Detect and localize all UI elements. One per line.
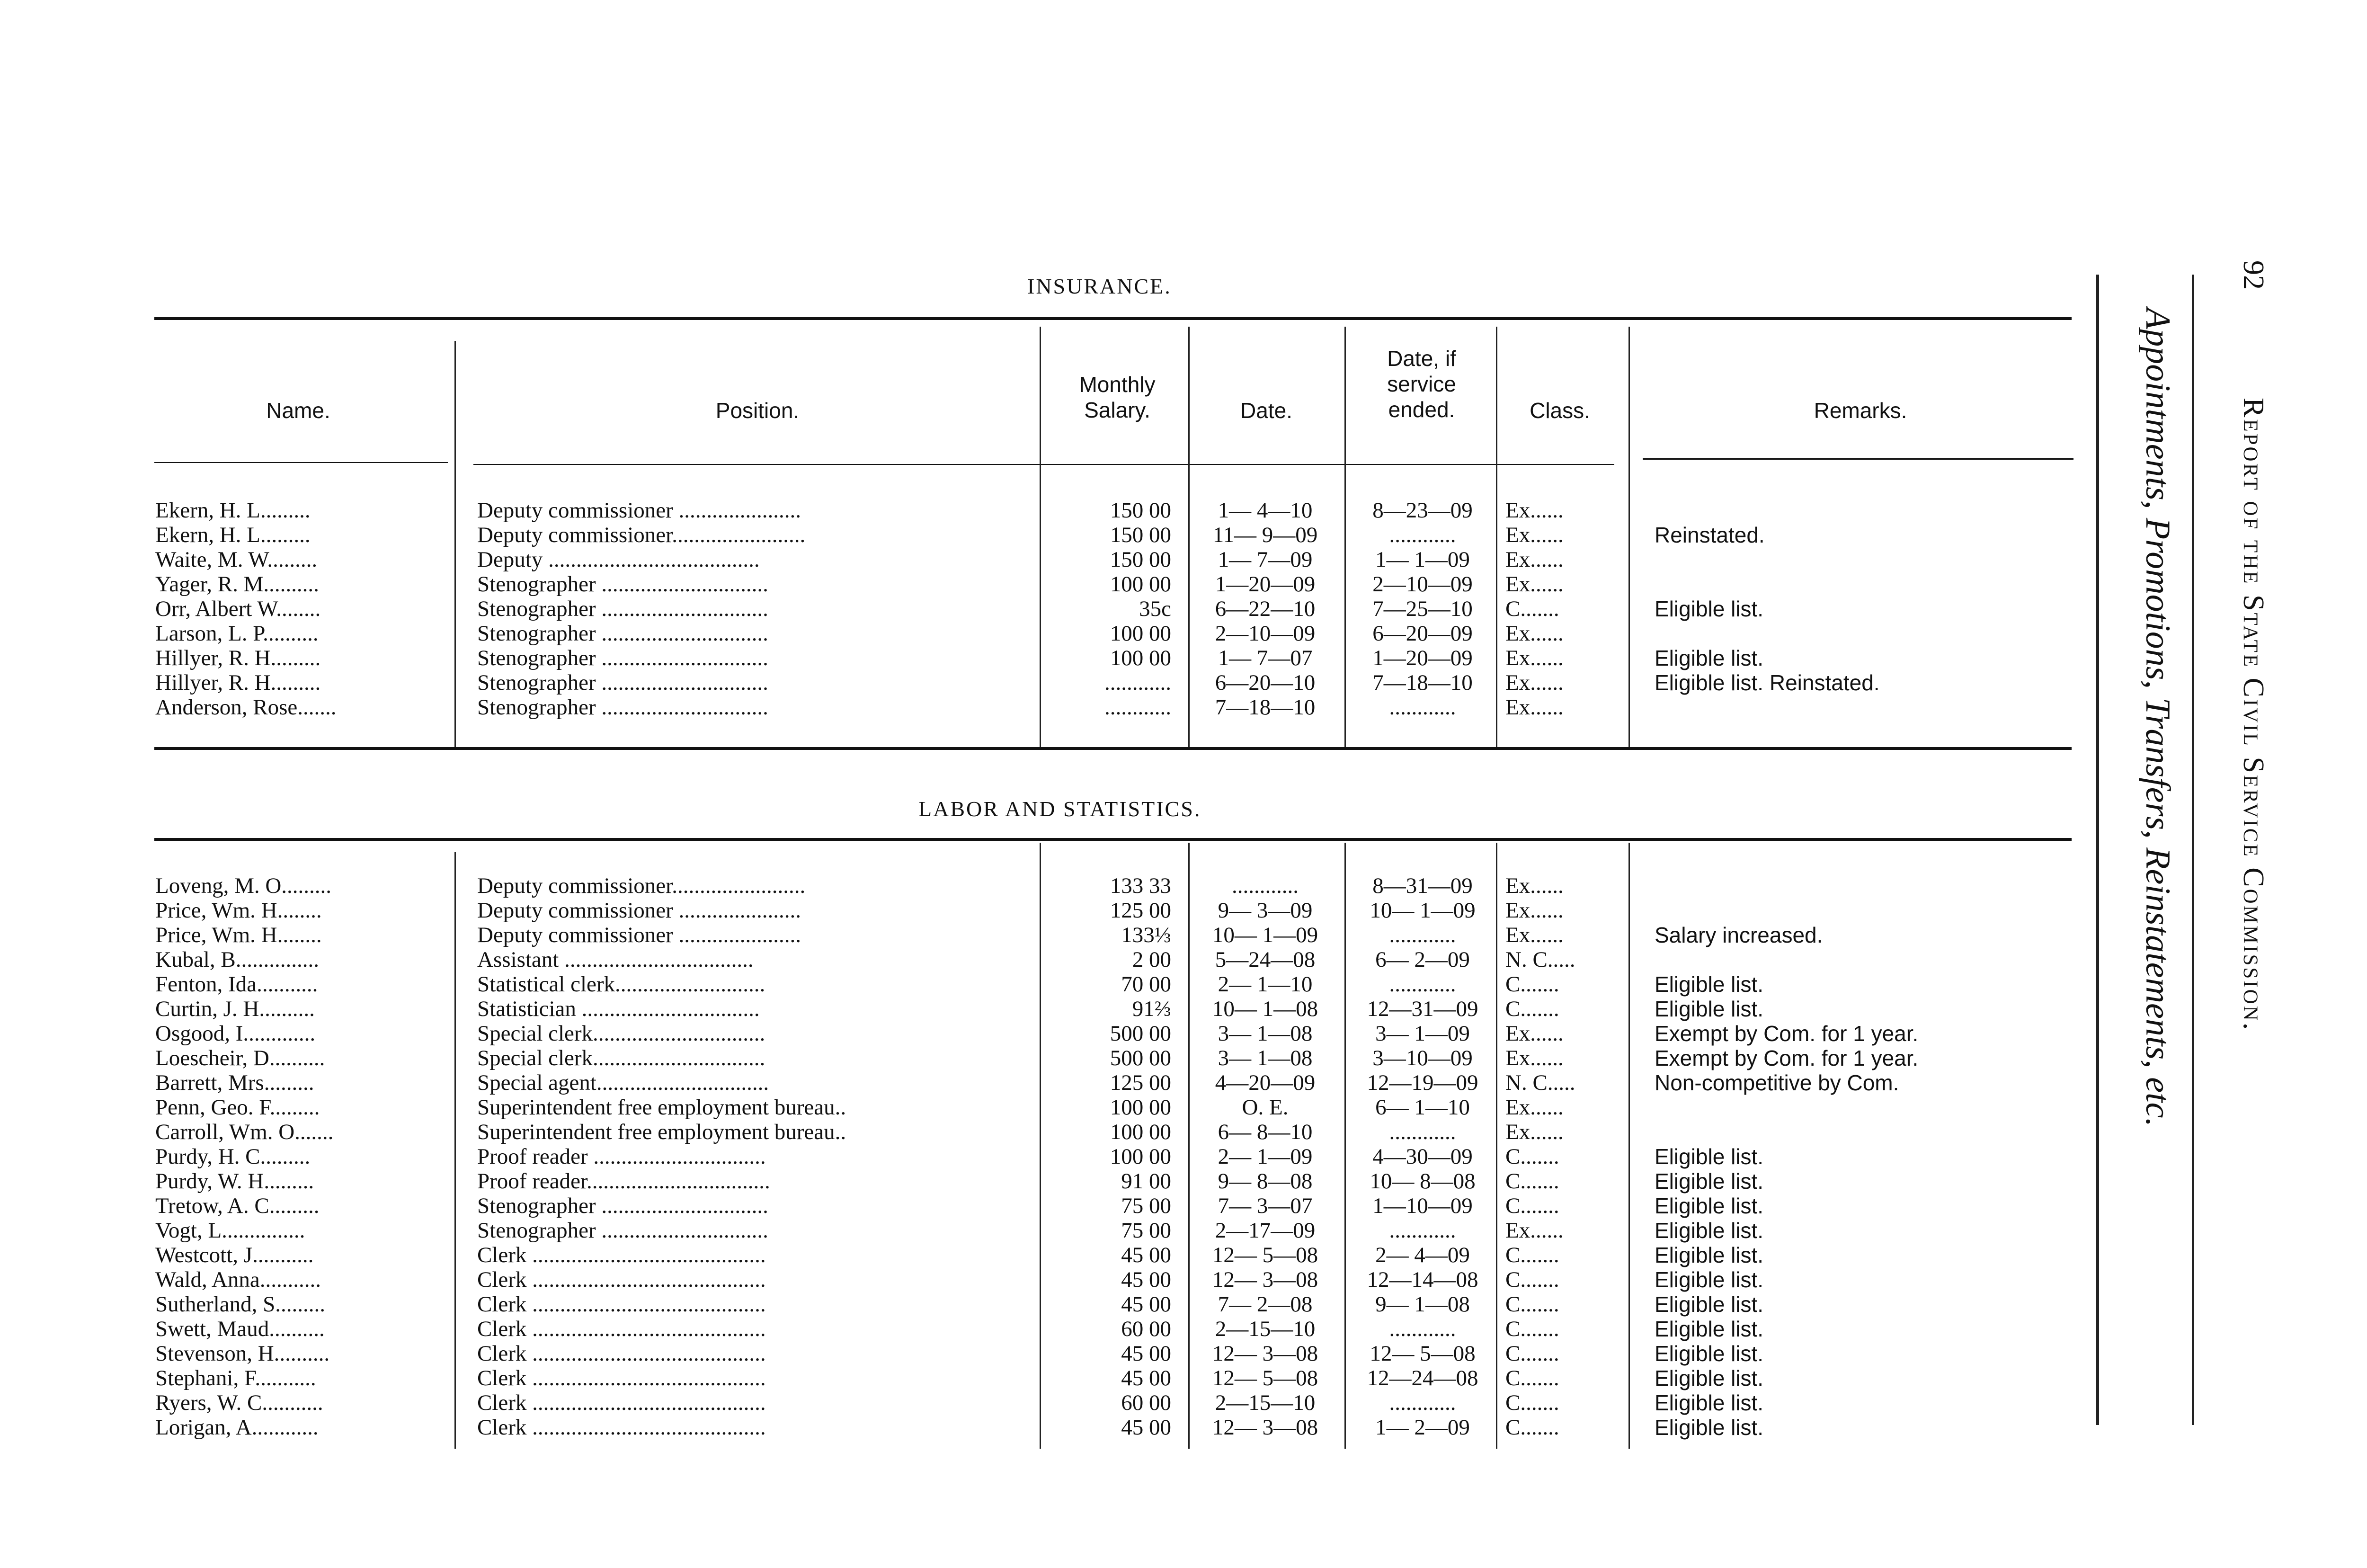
remarks-cell: Eligible list. Reinstated. xyxy=(1655,670,1880,695)
position-cell: Assistant .................................. xyxy=(477,947,754,972)
date-ended-cell: 1— 2—09 xyxy=(1375,1415,1470,1440)
name-cell: Ryers, W. C........... xyxy=(155,1390,323,1415)
salary-cell: 133⅓ xyxy=(1121,923,1171,947)
date-ended-cell: 1—20—09 xyxy=(1372,646,1473,670)
position-cell: Stenographer .............................. xyxy=(477,572,768,597)
table-row xyxy=(0,547,2367,572)
date-cell: 12— 3—08 xyxy=(1212,1341,1318,1366)
table-row xyxy=(0,670,2367,695)
table-row xyxy=(0,1390,2367,1415)
class-cell: C....... xyxy=(1505,1317,1559,1341)
remarks-cell: Eligible list. xyxy=(1655,646,1764,670)
table-row xyxy=(0,1194,2367,1218)
date-ended-cell: 2—10—09 xyxy=(1372,572,1473,597)
date-cell: 12— 3—08 xyxy=(1212,1267,1318,1292)
class-cell: C....... xyxy=(1505,1341,1559,1366)
salary-cell: 35c xyxy=(1139,597,1171,621)
table-row xyxy=(0,498,2367,523)
name-cell: Loescheir, D.......... xyxy=(155,1046,325,1070)
table-row xyxy=(0,1095,2367,1120)
header-remarks: Remarks. xyxy=(1814,398,1907,423)
name-cell: Swett, Maud.......... xyxy=(155,1317,325,1341)
date-ended-cell: 12— 5—08 xyxy=(1370,1341,1476,1366)
remarks-cell: Eligible list. xyxy=(1655,1390,1764,1415)
name-cell: Hillyer, R. H......... xyxy=(155,670,321,695)
salary-cell: 150 00 xyxy=(1110,498,1171,523)
date-ended-cell: ............ xyxy=(1389,1218,1456,1243)
table-row xyxy=(0,947,2367,972)
salary-cell: 133 33 xyxy=(1110,873,1171,898)
remarks-cell: Eligible list. xyxy=(1655,1317,1764,1341)
table-row xyxy=(0,695,2367,720)
date-ended-cell: ............ xyxy=(1389,1317,1456,1341)
header-bottom-rule xyxy=(154,462,448,463)
class-cell: C....... xyxy=(1505,972,1559,997)
date-cell: 1— 7—09 xyxy=(1218,547,1313,572)
header-bottom-rule xyxy=(473,464,1614,465)
name-cell: Stephani, F........... xyxy=(155,1366,316,1390)
page-number: 92 xyxy=(2237,260,2269,290)
class-cell: Ex...... xyxy=(1505,1120,1564,1144)
class-cell: C....... xyxy=(1505,1390,1559,1415)
salary-cell: 100 00 xyxy=(1110,572,1171,597)
class-cell: C....... xyxy=(1505,597,1559,621)
position-cell: Proof reader................................. xyxy=(477,1169,770,1194)
date-ended-cell: 12—14—08 xyxy=(1367,1267,1478,1292)
class-cell: Ex...... xyxy=(1505,1095,1564,1120)
remarks-cell: Eligible list. xyxy=(1655,972,1764,997)
position-cell: Deputy commissioner........................ xyxy=(477,523,806,547)
date-ended-cell: ............ xyxy=(1389,1390,1456,1415)
table-row xyxy=(0,646,2367,670)
class-cell: Ex...... xyxy=(1505,646,1564,670)
date-cell: 3— 1—08 xyxy=(1218,1046,1313,1070)
position-cell: Clerk .......................................... xyxy=(477,1341,766,1366)
table-row xyxy=(0,972,2367,997)
header-date: Date. xyxy=(1240,398,1292,423)
class-cell: C....... xyxy=(1505,1366,1559,1390)
table-row xyxy=(0,1169,2367,1194)
date-cell: 2—15—10 xyxy=(1215,1317,1316,1341)
position-cell: Deputy commissioner ...................... xyxy=(477,498,801,523)
position-cell: Clerk .......................................... xyxy=(477,1292,766,1317)
date-cell: 12— 5—08 xyxy=(1212,1366,1318,1390)
position-cell: Proof reader ............................... xyxy=(477,1144,766,1169)
date-ended-cell: 6— 1—10 xyxy=(1375,1095,1470,1120)
remarks-cell: Eligible list. xyxy=(1655,597,1764,621)
name-cell: Sutherland, S......... xyxy=(155,1292,326,1317)
date-cell: 2—17—09 xyxy=(1215,1218,1316,1243)
date-cell: 4—20—09 xyxy=(1215,1070,1316,1095)
salary-cell: 91 00 xyxy=(1121,1169,1171,1194)
table-row xyxy=(0,523,2367,547)
salary-cell: 45 00 xyxy=(1121,1243,1171,1267)
date-cell: 5—24—08 xyxy=(1215,947,1316,972)
remarks-cell: Eligible list. xyxy=(1655,1292,1764,1317)
class-cell: Ex...... xyxy=(1505,572,1564,597)
date-ended-cell: 7—25—10 xyxy=(1372,597,1473,621)
running-title: Report of the State Civil Service Commission. xyxy=(2237,398,2269,1032)
table-row xyxy=(0,1218,2367,1243)
date-cell: 6— 8—10 xyxy=(1218,1120,1313,1144)
table-row xyxy=(0,1120,2367,1144)
position-cell: Stenographer .............................. xyxy=(477,1194,768,1218)
table-top-rule xyxy=(154,317,2072,320)
remarks-cell: Non-competitive by Com. xyxy=(1655,1070,1899,1095)
position-cell: Statistical clerk........................... xyxy=(477,972,765,997)
name-cell: Anderson, Rose....... xyxy=(155,695,337,720)
table-row xyxy=(0,898,2367,923)
date-ended-cell: 12—24—08 xyxy=(1367,1366,1478,1390)
date-ended-cell: 3—10—09 xyxy=(1372,1046,1473,1070)
name-cell: Osgood, I............. xyxy=(155,1021,316,1046)
table-row xyxy=(0,873,2367,898)
class-cell: C....... xyxy=(1505,1415,1559,1440)
class-cell: Ex...... xyxy=(1505,898,1564,923)
table-row xyxy=(0,1317,2367,1341)
position-cell: Clerk .......................................... xyxy=(477,1243,766,1267)
date-cell: O. E. xyxy=(1242,1095,1289,1120)
table-row xyxy=(0,1046,2367,1070)
position-cell: Statistician ................................ xyxy=(477,997,760,1021)
date-cell: 2—15—10 xyxy=(1215,1390,1316,1415)
name-cell: Fenton, Ida........... xyxy=(155,972,318,997)
table-row xyxy=(0,621,2367,646)
position-cell: Clerk .......................................... xyxy=(477,1415,766,1440)
salary-cell: 100 00 xyxy=(1110,646,1171,670)
class-cell: C....... xyxy=(1505,1243,1559,1267)
salary-cell: 100 00 xyxy=(1110,621,1171,646)
date-cell: 3— 1—08 xyxy=(1218,1021,1313,1046)
date-ended-cell: 1—10—09 xyxy=(1372,1194,1473,1218)
salary-cell: 45 00 xyxy=(1121,1341,1171,1366)
section-top-rule xyxy=(154,838,2072,841)
position-cell: Deputy commissioner........................ xyxy=(477,873,806,898)
position-cell: Special clerk............................... xyxy=(477,1046,765,1070)
salary-cell: 45 00 xyxy=(1121,1267,1171,1292)
section-title-labor-and-statistics: LABOR AND STATISTICS. xyxy=(918,797,1201,821)
date-cell: 6—22—10 xyxy=(1215,597,1316,621)
remarks-cell: Eligible list. xyxy=(1655,1218,1764,1243)
date-cell: 7— 3—07 xyxy=(1218,1194,1313,1218)
date-ended-cell: 12—31—09 xyxy=(1367,997,1478,1021)
table-row xyxy=(0,1070,2367,1095)
position-cell: Stenographer .............................. xyxy=(477,646,768,670)
remarks-cell: Eligible list. xyxy=(1655,1341,1764,1366)
class-cell: C....... xyxy=(1505,1194,1559,1218)
name-cell: Price, Wm. H........ xyxy=(155,898,322,923)
section-title-insurance: INSURANCE. xyxy=(1027,274,1172,298)
position-cell: Stenographer .............................. xyxy=(477,621,768,646)
name-cell: Larson, L. P.......... xyxy=(155,621,319,646)
salary-cell: 500 00 xyxy=(1110,1021,1171,1046)
date-ended-cell: 4—30—09 xyxy=(1372,1144,1473,1169)
date-cell: 10— 1—09 xyxy=(1212,923,1318,947)
name-cell: Vogt, L............... xyxy=(155,1218,305,1243)
table-row xyxy=(0,1341,2367,1366)
name-cell: Orr, Albert W........ xyxy=(155,597,321,621)
salary-cell: 45 00 xyxy=(1121,1292,1171,1317)
class-cell: C....... xyxy=(1505,1144,1559,1169)
running-head xyxy=(2085,260,2367,1449)
name-cell: Price, Wm. H........ xyxy=(155,923,322,947)
position-cell: Stenographer .............................. xyxy=(477,597,768,621)
table-row xyxy=(0,1292,2367,1317)
date-cell: 2— 1—10 xyxy=(1218,972,1313,997)
name-cell: Barrett, Mrs......... xyxy=(155,1070,314,1095)
position-cell: Stenographer .............................. xyxy=(477,1218,768,1243)
remarks-cell: Eligible list. xyxy=(1655,997,1764,1021)
class-cell: Ex...... xyxy=(1505,621,1564,646)
remarks-cell: Eligible list. xyxy=(1655,1194,1764,1218)
salary-cell: 75 00 xyxy=(1121,1194,1171,1218)
name-cell: Penn, Geo. F......... xyxy=(155,1095,320,1120)
date-ended-cell: 8—23—09 xyxy=(1372,498,1473,523)
table-row xyxy=(0,1366,2367,1390)
date-ended-cell: 7—18—10 xyxy=(1372,670,1473,695)
salary-cell: 75 00 xyxy=(1121,1218,1171,1243)
class-cell: Ex...... xyxy=(1505,695,1564,720)
header-name: Name. xyxy=(266,398,330,423)
salary-cell: 2 00 xyxy=(1132,947,1171,972)
header-date-ended: Date, if service ended. xyxy=(1387,346,1456,422)
class-cell: N. C..... xyxy=(1505,947,1575,972)
name-cell: Yager, R. M.......... xyxy=(155,572,319,597)
salary-cell: 70 00 xyxy=(1121,972,1171,997)
header-bottom-rule xyxy=(1643,458,2073,460)
position-cell: Stenographer .............................. xyxy=(477,695,768,720)
date-ended-cell: 2— 4—09 xyxy=(1375,1243,1470,1267)
date-cell: 1— 4—10 xyxy=(1218,498,1313,523)
remarks-cell: Exempt by Com. for 1 year. xyxy=(1655,1021,1919,1046)
header-position: Position. xyxy=(715,398,800,423)
position-cell: Deputy ...................................... xyxy=(477,547,760,572)
date-cell: 11— 9—09 xyxy=(1212,523,1318,547)
salary-cell: 150 00 xyxy=(1110,547,1171,572)
salary-cell: ............ xyxy=(1104,695,1171,720)
class-cell: C....... xyxy=(1505,1292,1559,1317)
class-cell: Ex...... xyxy=(1505,923,1564,947)
salary-cell: 125 00 xyxy=(1110,1070,1171,1095)
table-row xyxy=(0,923,2367,947)
position-cell: Clerk .......................................... xyxy=(477,1267,766,1292)
date-ended-cell: 1— 1—09 xyxy=(1375,547,1470,572)
table-row xyxy=(0,1267,2367,1292)
salary-cell: 100 00 xyxy=(1110,1095,1171,1120)
salary-cell: 500 00 xyxy=(1110,1046,1171,1070)
date-cell: 2— 1—09 xyxy=(1218,1144,1313,1169)
date-cell: 6—20—10 xyxy=(1215,670,1316,695)
salary-cell: 45 00 xyxy=(1121,1366,1171,1390)
position-cell: Deputy commissioner ...................... xyxy=(477,923,801,947)
salary-cell: 60 00 xyxy=(1121,1317,1171,1341)
date-cell: 12— 3—08 xyxy=(1212,1415,1318,1440)
remarks-cell: Eligible list. xyxy=(1655,1366,1764,1390)
salary-cell: ............ xyxy=(1104,670,1171,695)
position-cell: Superintendent free employment bureau.. xyxy=(477,1120,846,1144)
table-row xyxy=(0,1144,2367,1169)
name-cell: Loveng, M. O......... xyxy=(155,873,332,898)
salary-cell: 60 00 xyxy=(1121,1390,1171,1415)
class-cell: Ex...... xyxy=(1505,873,1564,898)
date-ended-cell: 9— 1—08 xyxy=(1375,1292,1470,1317)
position-cell: Deputy commissioner ...................... xyxy=(477,898,801,923)
remarks-cell: Eligible list. xyxy=(1655,1243,1764,1267)
salary-cell: 125 00 xyxy=(1110,898,1171,923)
name-cell: Waite, M. W......... xyxy=(155,547,318,572)
remarks-cell: Salary increased. xyxy=(1655,923,1823,947)
date-ended-cell: 12—19—09 xyxy=(1367,1070,1478,1095)
date-cell: 7—18—10 xyxy=(1215,695,1316,720)
table-row xyxy=(0,997,2367,1021)
date-ended-cell: ............ xyxy=(1389,523,1456,547)
date-cell: 7— 2—08 xyxy=(1218,1292,1313,1317)
remarks-cell: Eligible list. xyxy=(1655,1144,1764,1169)
date-ended-cell: ............ xyxy=(1389,972,1456,997)
salary-cell: 150 00 xyxy=(1110,523,1171,547)
class-cell: Ex...... xyxy=(1505,670,1564,695)
class-cell: Ex...... xyxy=(1505,1021,1564,1046)
name-cell: Purdy, H. C......... xyxy=(155,1144,311,1169)
class-cell: C....... xyxy=(1505,1267,1559,1292)
salary-cell: 45 00 xyxy=(1121,1415,1171,1440)
date-ended-cell: 10— 1—09 xyxy=(1370,898,1476,923)
name-cell: Westcott, J........... xyxy=(155,1243,314,1267)
position-cell: Stenographer .............................. xyxy=(477,670,768,695)
date-ended-cell: 3— 1—09 xyxy=(1375,1021,1470,1046)
position-cell: Special clerk............................... xyxy=(477,1021,765,1046)
name-cell: Ekern, H. L......... xyxy=(155,498,311,523)
remarks-cell: Eligible list. xyxy=(1655,1169,1764,1194)
class-cell: Ex...... xyxy=(1505,498,1564,523)
name-cell: Curtin, J. H.......... xyxy=(155,997,315,1021)
date-cell: 1—20—09 xyxy=(1215,572,1316,597)
name-cell: Ekern, H. L......... xyxy=(155,523,311,547)
name-cell: Tretow, A. C......... xyxy=(155,1194,320,1218)
class-cell: N. C..... xyxy=(1505,1070,1575,1095)
class-cell: Ex...... xyxy=(1505,1046,1564,1070)
header-class: Class. xyxy=(1530,398,1590,423)
remarks-cell: Eligible list. xyxy=(1655,1267,1764,1292)
date-cell: 12— 5—08 xyxy=(1212,1243,1318,1267)
name-cell: Purdy, W. H......... xyxy=(155,1169,314,1194)
name-cell: Wald, Anna........... xyxy=(155,1267,321,1292)
date-ended-cell: 8—31—09 xyxy=(1372,873,1473,898)
name-cell: Lorigan, A............ xyxy=(155,1415,319,1440)
date-cell: 9— 3—09 xyxy=(1218,898,1313,923)
table-row xyxy=(0,597,2367,621)
position-cell: Special agent............................... xyxy=(477,1070,769,1095)
date-cell: 2—10—09 xyxy=(1215,621,1316,646)
name-cell: Stevenson, H.......... xyxy=(155,1341,330,1366)
table-row xyxy=(0,1021,2367,1046)
class-cell: C....... xyxy=(1505,997,1559,1021)
salary-cell: 100 00 xyxy=(1110,1144,1171,1169)
date-cell: 1— 7—07 xyxy=(1218,646,1313,670)
salary-cell: 91⅔ xyxy=(1132,997,1171,1021)
table-row xyxy=(0,1415,2367,1440)
position-cell: Clerk .......................................... xyxy=(477,1390,766,1415)
table-row xyxy=(0,1243,2367,1267)
class-cell: Ex...... xyxy=(1505,1218,1564,1243)
class-cell: C....... xyxy=(1505,1169,1559,1194)
table-row xyxy=(0,572,2367,597)
date-ended-cell: ............ xyxy=(1389,923,1456,947)
class-cell: Ex...... xyxy=(1505,523,1564,547)
remarks-cell: Reinstated. xyxy=(1655,523,1765,547)
position-cell: Clerk .......................................... xyxy=(477,1366,766,1390)
class-cell: Ex...... xyxy=(1505,547,1564,572)
date-ended-cell: 6—20—09 xyxy=(1372,621,1473,646)
date-ended-cell: 10— 8—08 xyxy=(1370,1169,1476,1194)
remarks-cell: Exempt by Com. for 1 year. xyxy=(1655,1046,1919,1070)
header-salary: Monthly Salary. xyxy=(1079,372,1156,422)
date-ended-cell: ............ xyxy=(1389,1120,1456,1144)
position-cell: Superintendent free employment bureau.. xyxy=(477,1095,846,1120)
date-ended-cell: ............ xyxy=(1389,695,1456,720)
date-cell: 10— 1—08 xyxy=(1212,997,1318,1021)
section-divider-rule xyxy=(154,747,2072,750)
date-cell: ............ xyxy=(1232,873,1299,898)
remarks-cell: Eligible list. xyxy=(1655,1415,1764,1440)
name-cell: Hillyer, R. H......... xyxy=(155,646,321,670)
name-cell: Carroll, Wm. O....... xyxy=(155,1120,334,1144)
date-cell: 9— 8—08 xyxy=(1218,1169,1313,1194)
position-cell: Clerk .......................................... xyxy=(477,1317,766,1341)
salary-cell: 100 00 xyxy=(1110,1120,1171,1144)
running-subtitle: Appointments, Promotions, Transfers, Reinstatements, etc. xyxy=(2138,308,2177,1127)
date-ended-cell: 6— 2—09 xyxy=(1375,947,1470,972)
name-cell: Kubal, B............... xyxy=(155,947,319,972)
